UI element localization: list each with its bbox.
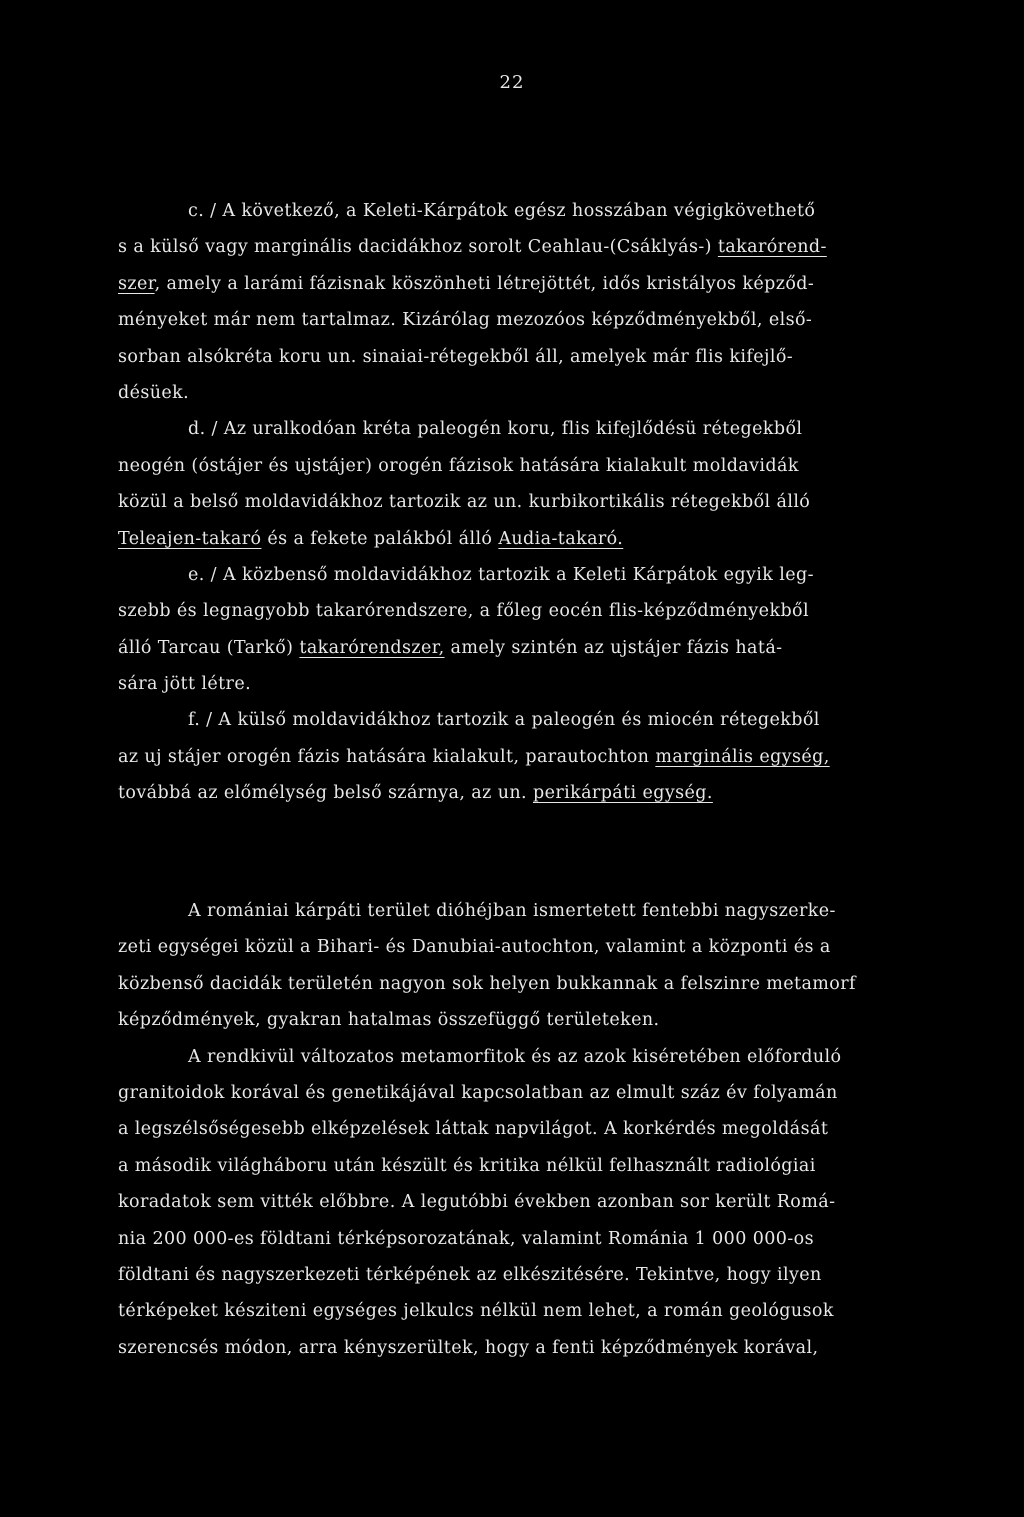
text-line: a legszélsőségesebb elképzelések láttak napvilágot. A korkérdés megoldását [118,1119,829,1140]
text-line: sorban alsókréta koru un. sinaiai-rétegekből áll, amelyek már flis kifejlő- [118,346,794,367]
text-line: képződmények, gyakran hatalmas összefüggő területeken. [118,1010,660,1031]
text-line: közül a belső moldavidákhoz tartozik az un. kurbikortikális rétegekből álló [118,492,811,513]
text-line: s a külső vagy marginális dacidákhoz sorolt Ceahlau-(Csáklyás-) takarórend- [118,237,827,258]
text-line: a második világháboru után készült és kritika nélkül felhasznált radiológiai [118,1155,816,1176]
text-block-carpathian-units [118,193,918,812]
text-line: d. / Az uralkodóan kréta paleogén koru, flis kifejlődésü rétegekből [188,419,803,440]
underlined-term: takarórendszer, [299,637,445,658]
text-line: továbbá az előmélység belső szárnya, az un. perikárpáti egység. [118,783,713,804]
text-line: koradatok sem vitték előbbre. A legutóbbi években azonban sor került Romá- [118,1192,836,1213]
underlined-term: Teleajen-takaró [118,528,262,549]
text-line: e. / A közbenső moldavidákhoz tartozik a Keleti Kárpátok egyik leg- [188,564,814,585]
text-line: szerencsés módon, arra kényszerültek, hogy a fenti képződmények korával, [118,1337,819,1358]
underlined-term: marginális egység, [655,746,830,767]
text-line: az uj stájer orogén fázis hatására kialakult, parautochton marginális egység, [118,746,830,767]
text-line: szebb és legnagyobb takarórendszere, a főleg eocén flis-képződményekből [118,601,809,622]
underlined-term: takarórend- [717,237,827,258]
text-line: földtani és nagyszerkezeti térképének az elkészitésére. Tekintve, hogy ilyen [118,1264,822,1285]
text-line: sára jött létre. [118,674,252,695]
text-line: c. / A következő, a Keleti-Kárpátok egész hosszában végigkövethető [188,201,816,221]
text-line: désüek. [118,382,190,403]
text-line: A romániai kárpáti terület dióhéjban ismertetett fentebbi nagyszerke- [188,901,836,921]
page-number: 22 [499,72,525,93]
underlined-term: Audia-takaró. [498,528,624,549]
text-line: álló Tarcau (Tarkő) takarórendszer, amely szintén az ujstájer fázis hatá- [118,637,783,658]
text-line: közbenső dacidák területén nagyon sok helyen bukkannak a felszinre metamorf [118,973,856,994]
text-line: nia 200 000-es földtani térképsorozatának, valamint Románia 1 000 000-os [118,1228,814,1249]
underlined-term: perikárpáti egység. [532,783,713,804]
underlined-term: szer [118,273,155,294]
text-line: granitoidok korával és genetikájával kapcsolatban az elmult száz év folyamán [118,1082,838,1103]
text-line: ményeket már nem tartalmaz. Kizárólag mezozóos képződményekből, első- [118,310,813,331]
text-line: Teleajen-takaró és a fekete palákból álló Audia-takaró. [118,528,624,549]
text-block-metamorphites [118,893,918,1366]
text-line: szer, amely a larámi fázisnak köszönheti létrejöttét, idős kristályos képződ- [118,273,815,294]
text-line: térképeket késziteni egységes jelkulcs nélkül nem lehet, a román geológusok [118,1301,834,1322]
text-line: zeti egységei közül a Bihari- és Danubiai-autochton, valamint a központi és a [118,937,831,958]
text-line: f. / A külső moldavidákhoz tartozik a paleogén és miocén rétegekből [188,710,820,731]
text-line: neogén (óstájer és ujstájer) orogén fázisok hatására kialakult moldavidák [118,455,799,476]
text-line: A rendkivül változatos metamorfitok és az azok kiséretében előforduló [188,1046,842,1067]
